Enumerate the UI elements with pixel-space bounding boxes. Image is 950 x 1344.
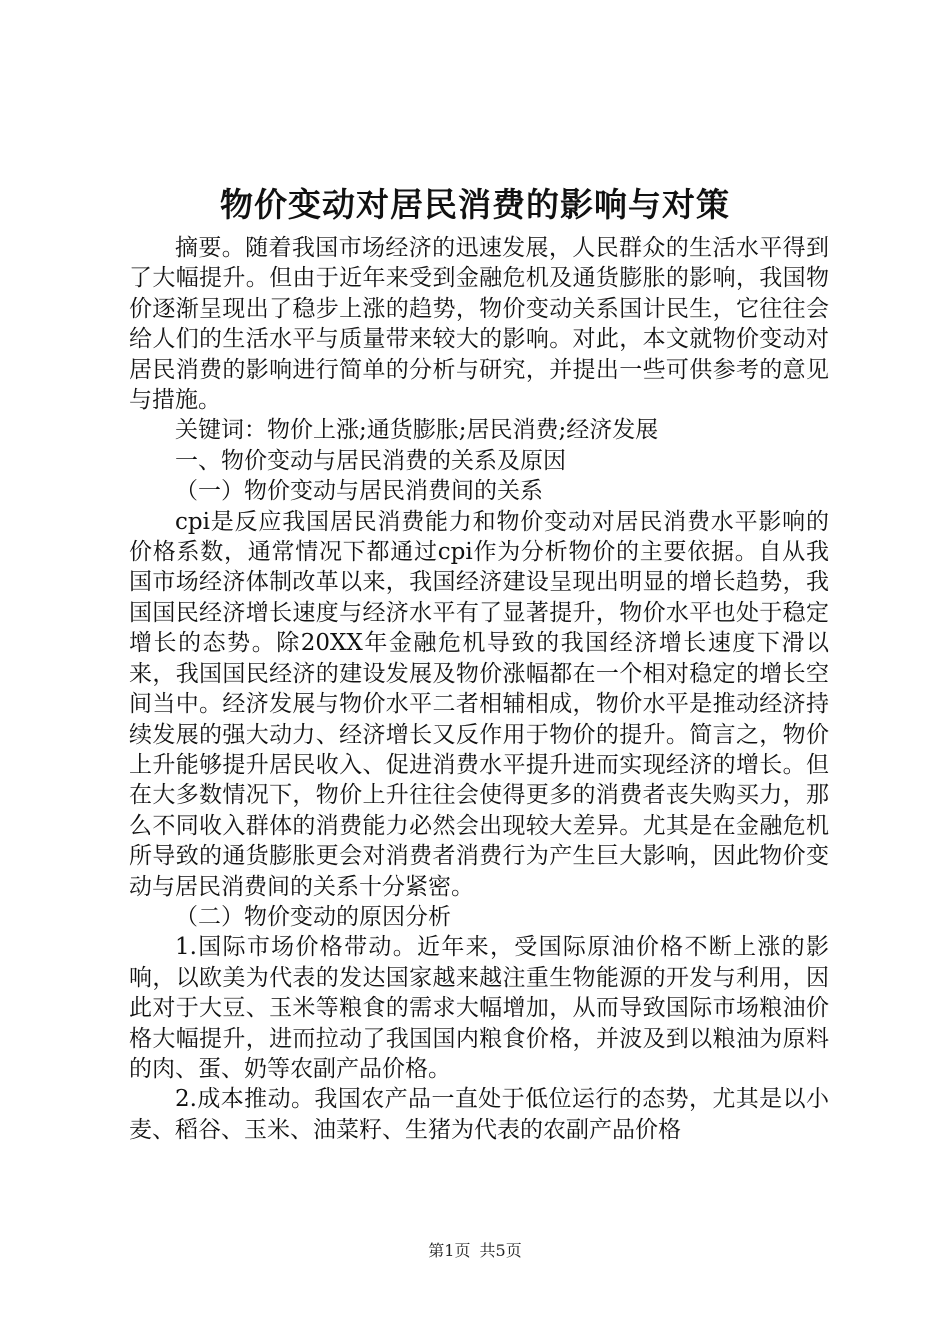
body-paragraph-1: cpi是反应我国居民消费能力和物价变动对居民消费水平影响的价格系数，通常情况下都通过cpi作为分析物价的主要依据。自从我国市场经济体制改革以来，我国经济建设呈现出明显的增长趋势，我国国民经济增长速度与经济水平有了显著提升，物价水平也处于稳定增长的态势。除20XX年金融危机导致的我国经济增长速度下滑以来，我国国民经济的建设发展及物价涨幅都在一个相对稳定的增长空间当中。经济发展与物价水平二者相辅相成，物价水平是推动经济持续发展的强大动力、经济增长又反作用于物价的提升。简言之，物价上升能够提升居民收入、促进消费水平提升进而实现经济的增长。但在大多数情况下，物价上升往往会使得更多的消费者丧失购买力，那么不同收入群体的消费能力必然会出现较大差异。尤其是在金融危机所导致的通货膨胀更会对消费者消费行为产生巨大影响，因此物价变动与居民消费间的关系十分紧密。 bbox=[129, 508, 829, 900]
document-title: 物价变动对居民消费的影响与对策 bbox=[220, 185, 730, 224]
section-heading-1: 一、物价变动与居民消费的关系及原因 bbox=[175, 447, 566, 474]
subsection-heading-1: （一）物价变动与居民消费间的关系 bbox=[175, 478, 543, 505]
page-total: 共5页 bbox=[479, 1241, 522, 1260]
keywords-paragraph: 关键词：物价上涨;通货膨胀;居民消费;经济发展 bbox=[175, 417, 659, 444]
body-paragraph-3: 2.成本推动。我国农产品一直处于低位运行的态势，尤其是以小麦、稻谷、玉米、油菜籽、生猪为代表的农副产品价格 bbox=[129, 1086, 829, 1143]
abstract-paragraph: 摘要。随着我国市场经济的迅速发展，人民群众的生活水平得到了大幅提升。但由于近年来受到金融危机及通货膨胀的影响，我国物价逐渐呈现出了稳步上涨的趋势，物价变动关系国计民生，它往往会给人们的生活水平与质量带来较大的影响。对此，本文就物价变动对居民消费的影响进行简单的分析与研究，并提出一些可供参考的意见与措施。 bbox=[129, 235, 829, 414]
subsection-heading-2: （二）物价变动的原因分析 bbox=[175, 903, 451, 930]
body-paragraph-2: 1.国际市场价格带动。近年来，受国际原油价格不断上涨的影响，以欧美为代表的发达国家越来越注重生物能源的开发与利用，因此对于大豆、玉米等粮食的需求大幅增加，从而导致国际市场粮油价格大幅提升，进而拉动了我国国内粮食价格，并波及到以粮油为原料的肉、蛋、奶等农副产品价格。 bbox=[129, 934, 829, 1082]
document-body bbox=[129, 233, 829, 1145]
page-footer bbox=[0, 1240, 950, 1262]
page-number: 第1页 bbox=[428, 1241, 471, 1260]
